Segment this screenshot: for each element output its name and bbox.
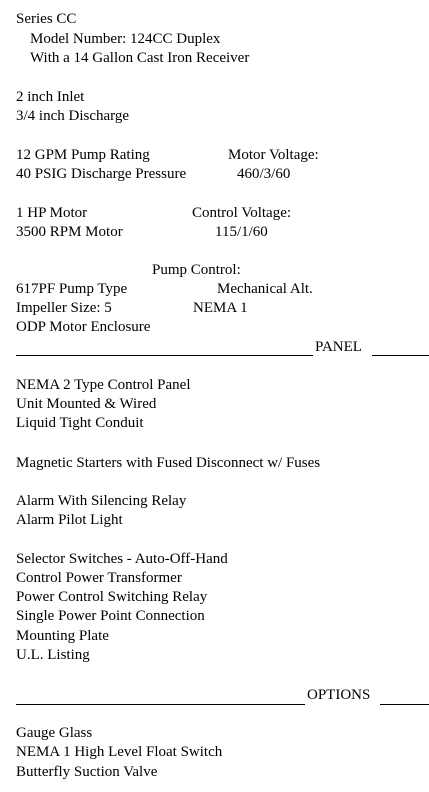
inlet-size: 2 inch Inlet: [16, 89, 85, 105]
receiver-description: With a 14 Gallon Cast Iron Receiver: [30, 50, 250, 66]
options-rule-right: [380, 704, 429, 705]
model-number: Model Number: 124CC Duplex: [30, 31, 221, 47]
panel-item: Magnetic Starters with Fused Disconnect w/ Fuses: [16, 455, 321, 471]
motor-enclosure: ODP Motor Enclosure: [16, 319, 151, 335]
panel-heading: PANEL: [315, 339, 362, 355]
discharge-size: 3/4 inch Discharge: [16, 108, 130, 124]
panel-item: NEMA 2 Type Control Panel: [16, 377, 191, 393]
motor-voltage-value: 460/3/60: [237, 166, 291, 182]
panel-item: Liquid Tight Conduit: [16, 415, 144, 431]
panel-item: Power Control Switching Relay: [16, 589, 208, 605]
option-item: Butterfly Suction Valve: [16, 764, 158, 780]
pump-control-value: Mechanical Alt.: [217, 281, 313, 297]
motor-voltage-label: Motor Voltage:: [228, 147, 319, 163]
discharge-pressure: 40 PSIG Discharge Pressure: [16, 166, 187, 182]
impeller-size: Impeller Size: 5: [16, 300, 112, 316]
panel-item: Selector Switches - Auto-Off-Hand: [16, 551, 228, 567]
options-heading: OPTIONS: [307, 687, 371, 703]
motor-horsepower: 1 HP Motor: [16, 205, 88, 221]
option-item: Gauge Glass: [16, 725, 93, 741]
pump-type: 617PF Pump Type: [16, 281, 128, 297]
panel-item: Alarm With Silencing Relay: [16, 493, 187, 509]
control-voltage-value: 115/1/60: [215, 224, 268, 240]
series-title: Series CC: [16, 11, 77, 27]
nema-rating: NEMA 1: [193, 300, 248, 316]
motor-rpm: 3500 RPM Motor: [16, 224, 123, 240]
panel-item: Mounting Plate: [16, 628, 109, 644]
pump-control-label: Pump Control:: [152, 262, 241, 278]
panel-item: U.L. Listing: [16, 647, 90, 663]
panel-item: Unit Mounted & Wired: [16, 396, 157, 412]
panel-rule-right: [372, 355, 429, 356]
panel-item: Control Power Transformer: [16, 570, 182, 586]
option-item: NEMA 1 High Level Float Switch: [16, 744, 223, 760]
panel-rule-left: [16, 355, 313, 356]
control-voltage-label: Control Voltage:: [192, 205, 292, 221]
options-rule-left: [16, 704, 305, 705]
pump-rating: 12 GPM Pump Rating: [16, 147, 150, 163]
panel-item: Single Power Point Connection: [16, 608, 205, 624]
panel-item: Alarm Pilot Light: [16, 512, 123, 528]
